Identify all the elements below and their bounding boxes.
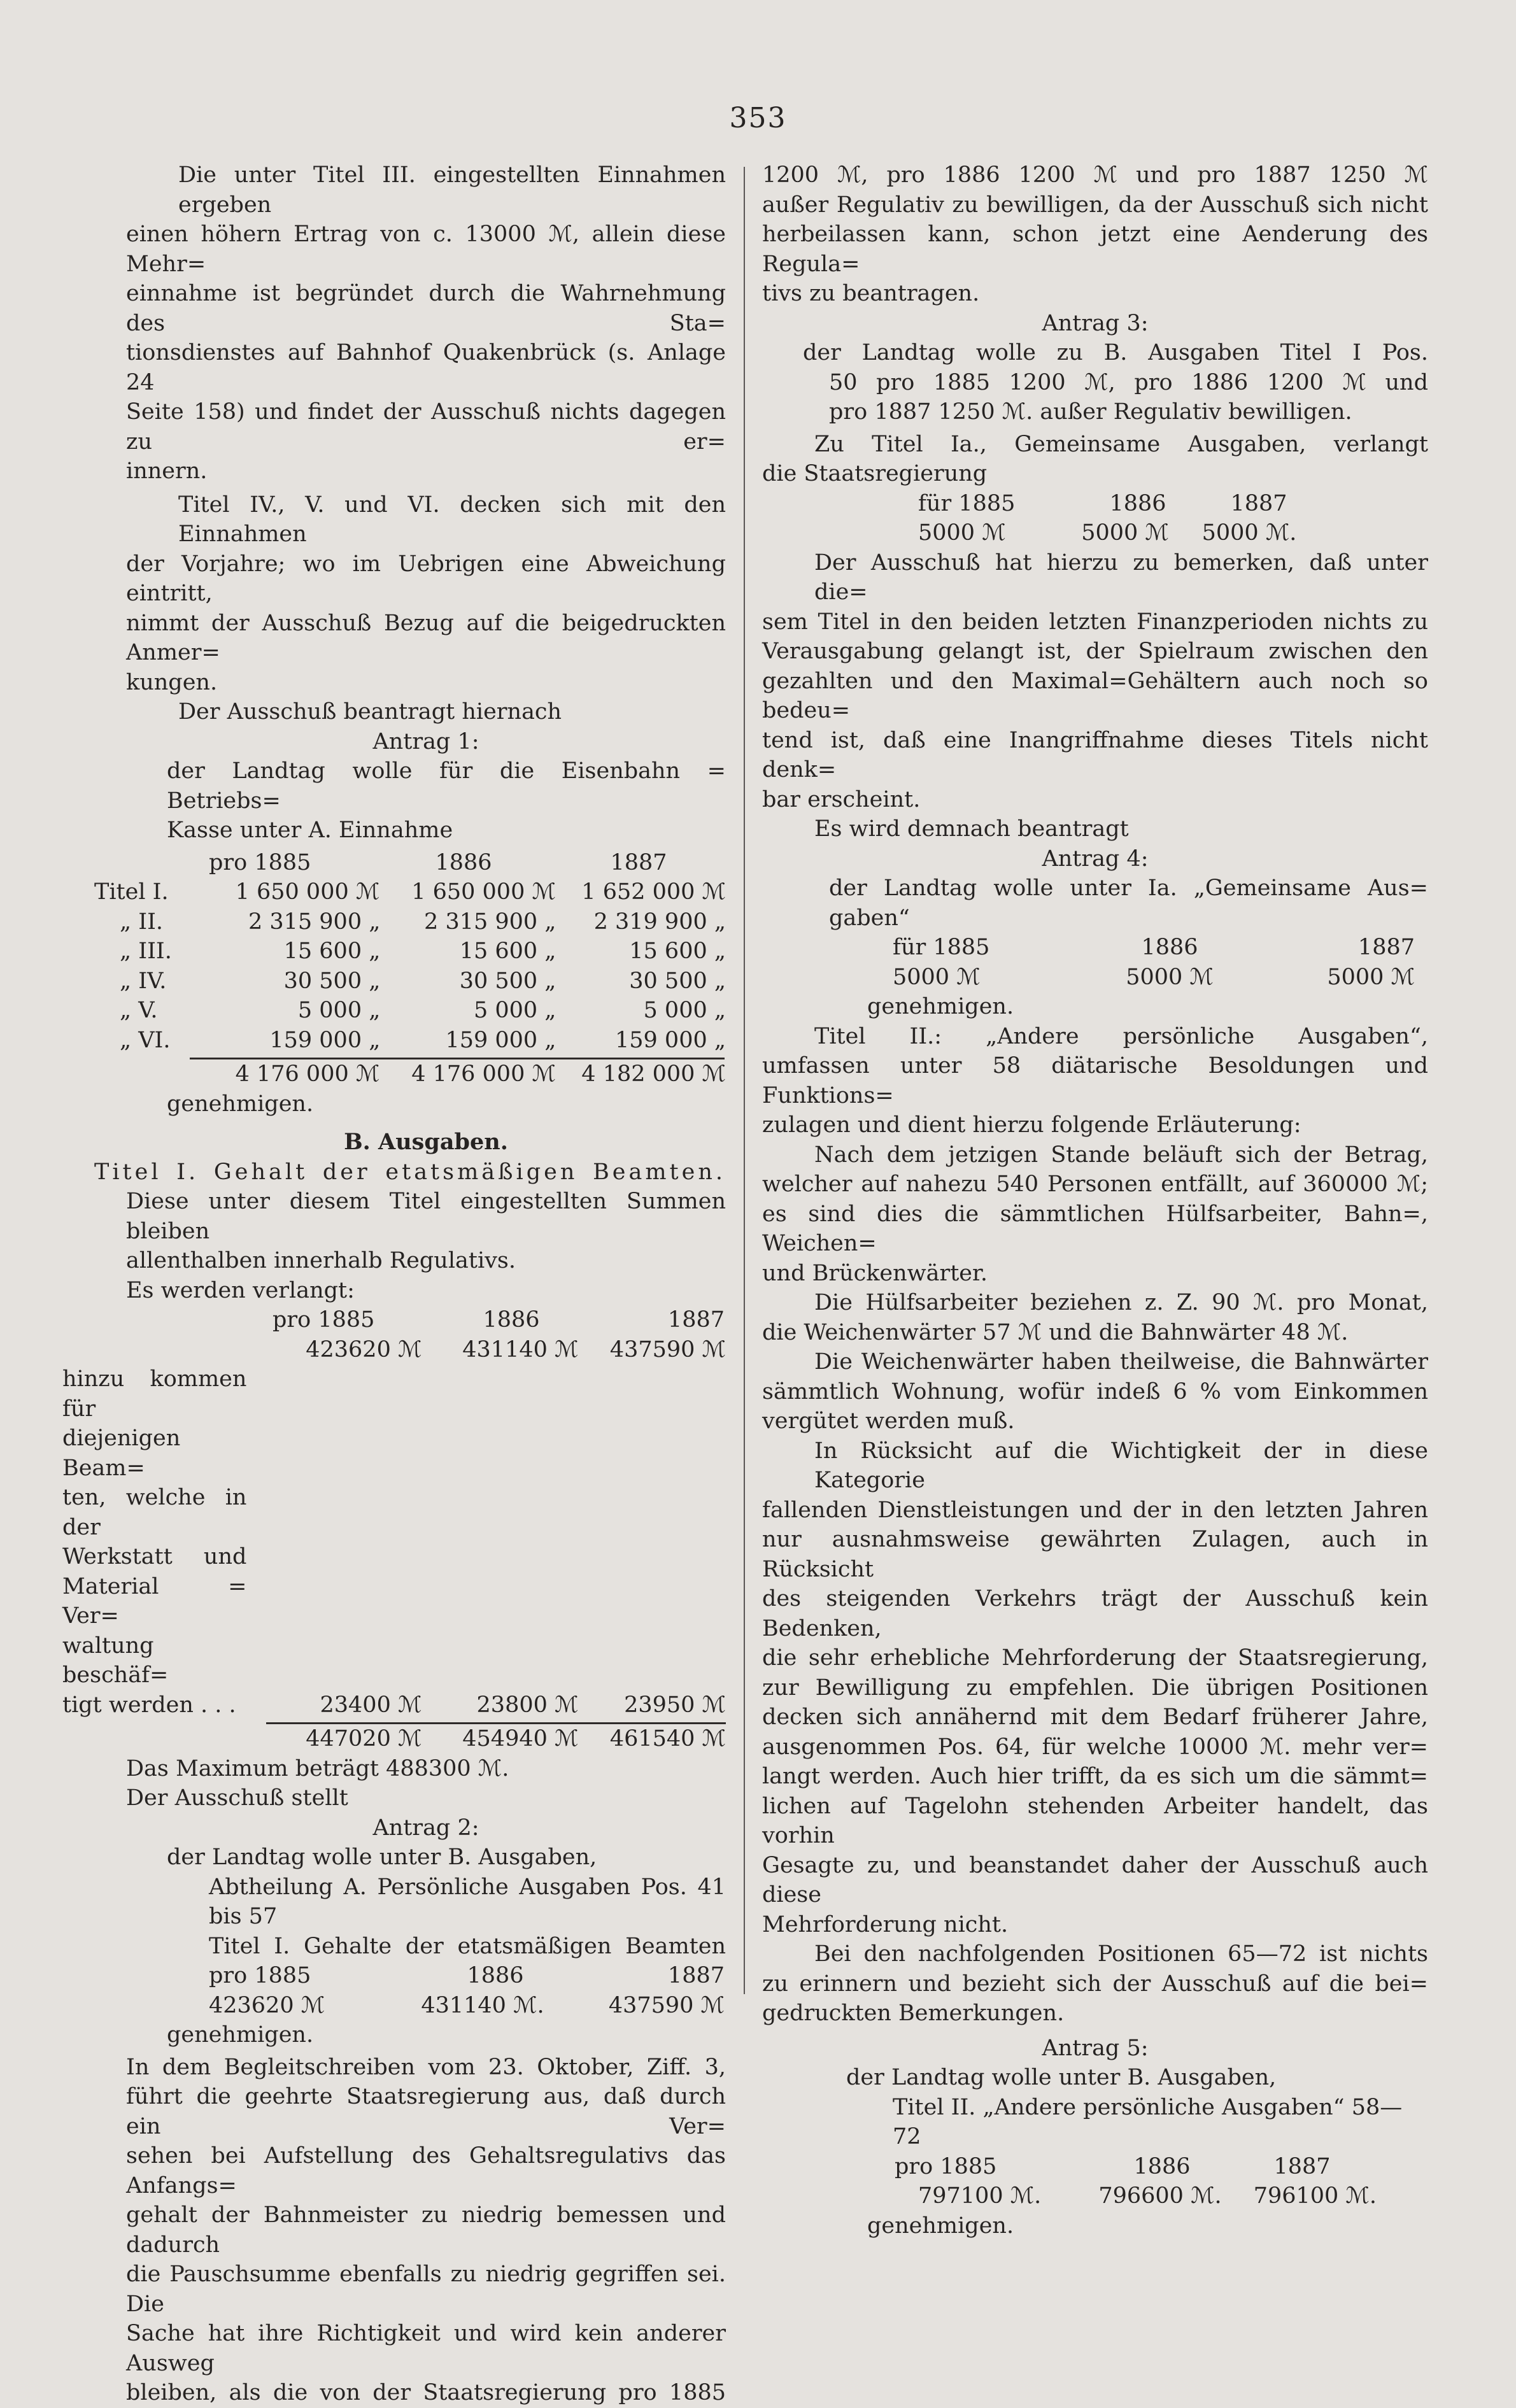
text-line: nur ausnahmsweise gewährten Zulagen, auch in Rücksicht [762,1527,1428,1582]
text-line: Material = Ver= [62,1573,247,1629]
text-line: zulagen und dient hierzu folgende Erläuterung: [762,1112,1301,1138]
text-line: Titel IV., V. und VI. decken sich mit den Einnahmen [178,492,726,547]
text-line: pro 1887 1250 ℳ. außer Regulativ bewilligen. [829,399,1352,425]
table-cell: 15 600 „ [629,938,726,964]
text-line: Verausgabung gelangt ist, der Spielraum zwischen den [762,639,1428,664]
text-line: Sache hat ihre Richtigkeit und wird kein anderer Ausweg [126,2321,726,2376]
text-line: des steigenden Verkehrs trägt der Ausschuß kein Bedenken, [762,1586,1428,1641]
text-line: der Landtag wolle unter B. Ausgaben, [167,1845,597,1870]
year-cell: pro 1885 [895,2153,997,2179]
table-row [94,967,726,996]
text-line: allenthalben innerhalb Regulativs. [126,1248,516,1273]
text-line: innern. [126,458,208,484]
value-cell: 5000 ℳ [918,520,1006,546]
text-line: der Landtag wolle unter Ia. „Gemeinsame Aus= [829,875,1428,901]
text-line: Titel I. Gehalte der etatsmäßigen Beamten [209,1933,726,1959]
table-cell: „ IV. [120,968,167,994]
table-cell: 454940 ℳ [462,1726,579,1752]
text-line: Bei den nachfolgenden Positionen 65—72 ist nichts [814,1941,1428,1967]
antrag-5-heading: Antrag 5: [1042,2035,1149,2061]
text-line: Die Weichenwärter haben theilweise, die Bahnwärter [814,1349,1428,1375]
text-line: ausgenommen Pos. 64, für welche 10000 ℳ. mehr ver= [762,1734,1428,1760]
table-header-cell: 1887 [667,1307,725,1333]
year-cell: 1887 [1230,490,1287,516]
table-row [62,1335,726,1365]
page-number: 353 [729,102,787,134]
table-header-cell: 1886 [483,1307,540,1333]
text-line: gedruckten Bemerkungen. [762,2001,1065,2026]
years-row [762,2152,1428,2182]
table-row [94,937,726,967]
text-line: Titel II.: „Andere persönliche Ausgaben“, [814,1023,1428,1049]
paragraph-begleitschreiben [126,2053,726,2408]
table-cell: 5 000 „ [297,998,381,1023]
table-cell: 461540 ℳ [609,1726,726,1752]
text-line: Titel II. „Andere persönliche Ausgaben“ 58—72 [893,2094,1403,2149]
text-line: Es werden verlangt: [126,1277,355,1303]
column-divider [744,167,745,1994]
antrag-4-heading: Antrag 4: [1042,846,1149,872]
table-cell: 30 500 „ [283,968,381,994]
values-row [762,518,1428,548]
antrag-1-heading: Antrag 1: [372,728,479,754]
text-line: Abtheilung A. Persönliche Ausgaben Pos. 41 [209,1874,726,1900]
table-cell: 23800 ℳ [476,1692,579,1718]
text-line: der Landtag wolle für die Eisenbahn = Betriebs= [167,758,726,814]
expense-table [62,1305,726,1754]
text-line: decken sich annähernd mit dem Bedarf früherer Jahre, [762,1704,1428,1730]
table-header-cell: pro 1885 [209,849,311,875]
table-header-row [126,848,726,878]
table-cell: 159 000 „ [269,1027,381,1053]
value-cell: 5000 ℳ [1081,520,1169,546]
text-line: gehalt der Bahnmeister zu niedrig bemessen und dadurch [126,2202,726,2258]
text-line: Nach dem jetzigen Stande beläuft sich der Betrag, [814,1142,1428,1168]
table-cell: 1 650 000 ℳ [235,879,380,905]
text-line: diejenigen Beam= [62,1426,181,1481]
text-line: genehmigen. [867,2213,1014,2239]
left-column [62,160,726,2408]
year-cell: pro 1885 [209,1963,311,1988]
right-column [762,160,1428,2241]
text-line: einen höhern Ertrag von c. 13000 ℳ, allein diese Mehr= [126,222,726,277]
text-line: es sind dies die sämmtlichen Hülfsarbeiter, Bahn=, Weichen= [762,1201,1428,1256]
text-line: Kasse unter A. Einnahme [167,818,453,843]
text-line: Seite 158) und findet der Ausschuß nichts dagegen zu er= [126,399,726,455]
values-row [126,1991,726,2021]
text-line: genehmigen. [167,1091,314,1117]
text-line: welcher auf nahezu 540 Personen entfällt, auf 360000 ℳ; [762,1172,1428,1197]
text-line: Die unter Titel III. eingestellten Einnahmen ergeben [178,162,726,218]
table-cell: 30 500 „ [459,968,556,994]
table-cell: 437590 ℳ [609,1336,726,1363]
text-line: nimmt der Ausschuß Bezug auf die beigedruckten Anmer= [126,610,726,665]
text-line: Mehrforderung nicht. [762,1911,1009,1937]
table-cell: 159 000 „ [445,1027,556,1053]
value-cell: 5000 ℳ [1126,964,1214,990]
text-line: der Vorjahre; wo im Uebrigen eine Abweichung eintritt, [126,551,726,606]
text-line: tionsdienstes auf Bahnhof Quakenbrück (s. Anlage 24 [126,340,726,395]
value-cell: 797100 ℳ. [918,2183,1042,2209]
table-cell: Titel I. [94,879,169,905]
table-cell: 4 182 000 ℳ [581,1061,726,1087]
text-line: kungen. [126,669,218,695]
table-total-row [94,1059,726,1089]
text-line: Der Ausschuß beantragt hiernach [178,699,562,725]
table-cell: 15 600 „ [283,938,381,964]
table-cell: „ VI. [120,1027,171,1053]
year-cell: 1887 [1357,935,1415,960]
table-cell: 23950 ℳ [624,1692,726,1718]
text-line: führt die geehrte Staatsregierung aus, daß durch ein Ver= [126,2084,726,2139]
value-cell: 796600 ℳ. [1098,2183,1222,2209]
text-line: bleiben, als die von der Staatsregierung pro 1885 [126,2380,726,2405]
year-cell: 1887 [1273,2153,1331,2179]
years-row [126,1961,726,1991]
table-row [94,907,726,937]
antrag-2-heading: Antrag 2: [372,1815,479,1841]
table-row [94,877,726,907]
year-cell: 1886 [1109,490,1166,516]
year-cell: 1886 [467,1963,524,1988]
value-cell: 796100 ℳ. [1253,2183,1377,2209]
text-line: hinzu kommen für [62,1366,247,1422]
paragraph-titel-iii [126,160,726,486]
value-cell: 437590 ℳ [608,1992,725,2018]
paragraph-titel-iv-vi [126,490,726,698]
text-line: genehmigen. [867,994,1014,1019]
years-row [762,933,1428,963]
text-line: ten, welche in der [62,1485,247,1540]
text-line: sehen bei Aufstellung des Gehaltsregulativs das Anfangs= [126,2143,726,2199]
table-header-cell: 1887 [610,849,667,875]
values-row [762,2181,1428,2211]
table-cell: 1 650 000 ℳ [411,879,556,905]
text-line: tivs zu beantragen. [762,281,980,306]
table-cell: 15 600 „ [459,938,556,964]
year-cell: für 1885 [918,490,1016,516]
text-line: Der Ausschuß stellt [126,1785,348,1811]
text-line: gezahlten und den Maximal=Gehältern auch noch so bedeu= [762,668,1428,723]
value-cell: 5000 ℳ. [1201,520,1297,546]
year-cell: 1886 [1141,935,1198,960]
table-cell: 423620 ℳ [306,1336,422,1363]
antrag-3-heading: Antrag 3: [1042,310,1149,336]
text-line: tigt werden . . . [62,1692,236,1718]
text-line: die Pauschsumme ebenfalls zu niedrig gegriffen sei. Die [126,2262,726,2317]
years-row [762,489,1428,519]
text-line: umfassen unter 58 diätarische Besoldungen und Funktions= [762,1053,1428,1108]
text-line: die Staatsregierung [762,461,988,486]
value-cell: 5000 ℳ [1327,964,1415,990]
table-cell: 4 176 000 ℳ [235,1061,380,1087]
text-line: der Landtag wolle unter B. Ausgaben, [846,2065,1277,2090]
table-cell: „ II. [120,909,164,935]
text-line: zu erinnern und bezieht sich der Ausschuß auf die bei= [762,1971,1428,1997]
table-cell: „ III. [120,938,172,964]
text-line: bar erscheint. [762,786,921,812]
table-cell: 159 000 „ [615,1027,726,1053]
table-row [62,1364,726,1720]
text-line: einnahme ist begründet durch die Wahrnehmung des Sta= [126,281,726,336]
table-total-row [62,1724,726,1754]
text-line: tend ist, daß eine Inangriffnahme dieses Titels nicht denk= [762,727,1428,783]
text-line: und Brückenwärter. [762,1260,988,1286]
text-line: vergütet werden muß. [762,1408,1015,1434]
text-line: 1200 ℳ, pro 1886 1200 ℳ und pro 1887 1250 ℳ [762,162,1428,188]
text-line: Werkstatt und [62,1544,247,1569]
text-line: lichen auf Tagelohn stehenden Arbeiter handelt, das vorhin [762,1793,1428,1848]
text-line: die Weichenwärter 57 ℳ und die Bahnwärter 48 ℳ. [762,1319,1349,1345]
value-cell: 431140 ℳ. [421,1992,544,2018]
text-line: In dem Begleitschreiben vom 23. Oktober, Ziff. 3, [126,2054,726,2080]
text-line: Zu Titel Ia., Gemeinsame Ausgaben, verlangt [814,431,1428,457]
text-line: herbeilassen kann, schon jetzt eine Aenderung des Regula= [762,222,1428,277]
text-line: sämmtlich Wohnung, wofür indeß 6 % vom Einkommen [762,1378,1428,1405]
text-line: gaben“ [829,905,910,931]
text-line: Diese unter diesem Titel eingestellten Summen bleiben [126,1189,726,1244]
table-cell: 4 176 000 ℳ [411,1061,556,1087]
table-cell: 1 652 000 ℳ [581,879,726,905]
text-line: genehmigen. [167,2022,314,2048]
income-table [94,848,726,1089]
table-header-cell: pro 1885 [273,1307,375,1333]
table-row [94,1026,726,1056]
value-cell: 5000 ℳ [893,964,981,990]
section-heading: B. Ausgaben. [344,1129,508,1155]
table-cell: 2 319 900 „ [593,909,726,935]
year-cell: 1886 [1133,2153,1191,2179]
year-cell: für 1885 [893,935,990,960]
table-row [94,996,726,1026]
text-line: Es wird demnach beantragt [814,816,1129,842]
year-cell: 1887 [667,1963,725,1988]
text-line: bis 57 [209,1904,278,1929]
value-cell: 423620 ℳ [209,1992,325,2018]
table-cell: 23400 ℳ [320,1692,422,1718]
table-cell: „ V. [120,998,158,1023]
row-label [62,1364,246,1720]
text-line: Der Ausschuß hat hierzu zu bemerken, daß unter die= [814,549,1428,605]
text-line: Die Hülfsarbeiter beziehen z. Z. 90 ℳ. pro Monat, [814,1290,1428,1315]
table-header-cell: 1886 [435,849,492,875]
text-line: 50 pro 1885 1200 ℳ, pro 1886 1200 ℳ und [829,369,1428,395]
table-cell: 30 500 „ [629,968,726,994]
table-cell: 5 000 „ [473,998,556,1023]
table-cell: 2 315 900 „ [424,909,556,935]
text-line: die sehr erhebliche Mehrforderung der Staatsregierung, [762,1645,1428,1671]
text-line: außer Regulativ zu bewilligen, da der Ausschuß sich nicht [762,192,1428,218]
text-line: zur Bewilligung zu empfehlen. Die übrigen Positionen [762,1675,1428,1701]
table-cell: 431140 ℳ [462,1336,579,1363]
text-line: Das Maximum beträgt 488300 ℳ. [126,1755,509,1781]
text-line: waltung beschäf= [62,1632,169,1688]
table-cell: 447020 ℳ [306,1726,422,1752]
text-line: der Landtag wolle zu B. Ausgaben Titel I Pos. [803,340,1428,365]
subsection-heading: Titel I. Gehalt der etatsmäßigen Beamten. [94,1159,726,1185]
table-cell: 5 000 „ [643,998,726,1023]
text-line: In Rücksicht auf die Wichtigkeit der in diese Kategorie [814,1438,1428,1493]
text-line: langt werden. Auch hier trifft, da es sich um die sämmt= [762,1764,1428,1789]
text-line: fallenden Dienstleistungen und der in den letzten Jahren [762,1497,1428,1523]
table-header-row [62,1305,726,1335]
text-line: sem Titel in den beiden letzten Finanzperioden nichts zu [762,609,1428,635]
values-row [762,963,1428,993]
table-cell: 2 315 900 „ [248,909,381,935]
text-line: Gesagte zu, und beanstandet daher der Ausschuß auch diese [762,1852,1428,1908]
